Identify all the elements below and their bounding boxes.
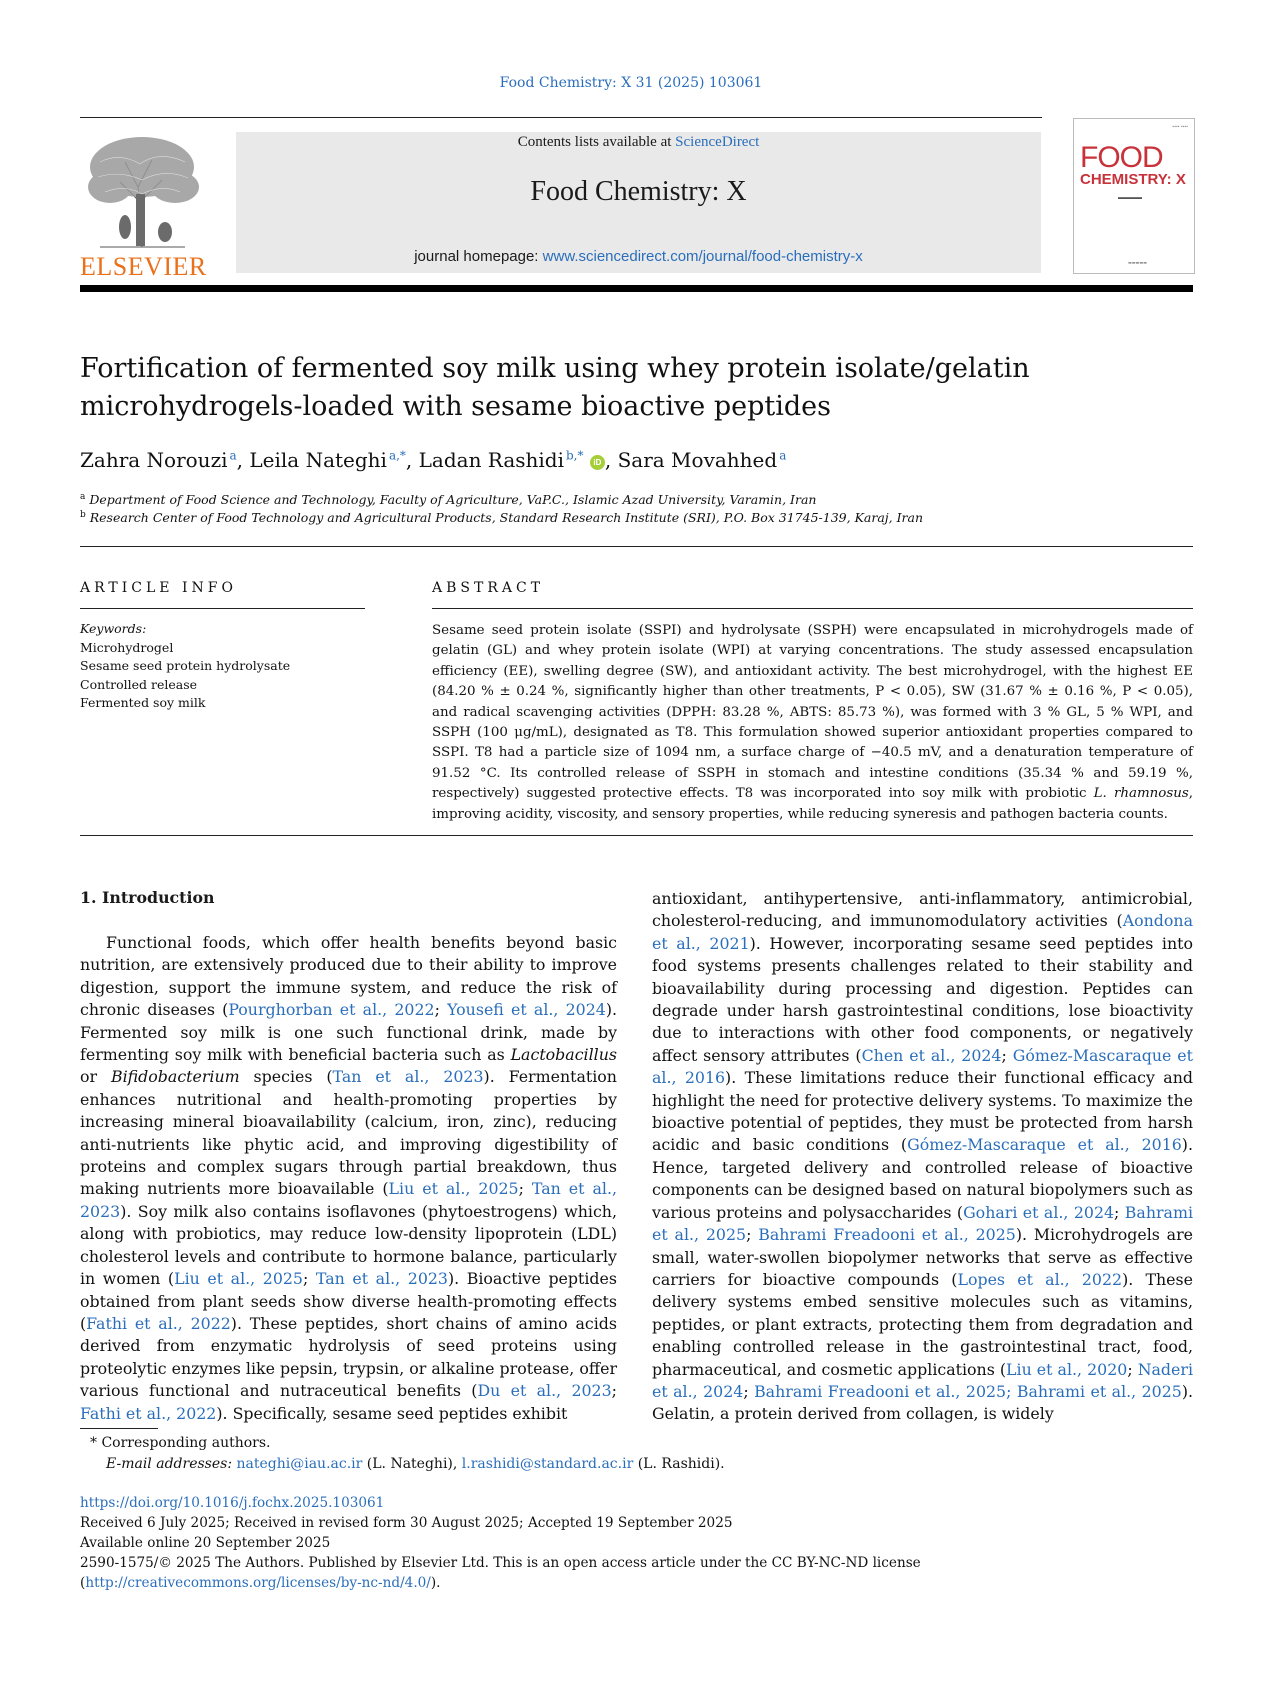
- affiliation-text: Research Center of Food Technology and Agricultural Products, Standard Research Institute (SRI), P.O. Box 31745-139, Karaj, Iran: [89, 510, 924, 526]
- keywords-label: Keywords:: [80, 621, 147, 636]
- corresponding-text: Corresponding authors.: [101, 1435, 271, 1451]
- citation-link[interactable]: Liu et al., 2020: [1006, 1359, 1128, 1379]
- cover-editor: ▬▬▬▬: [1118, 195, 1142, 201]
- citation-link[interactable]: Gómez-Mascaraque et al., 2016: [907, 1135, 1182, 1155]
- citation-link[interactable]: Lopes et al., 2022: [957, 1269, 1123, 1289]
- author-name[interactable]: Leila Nateghi: [249, 448, 387, 472]
- elsevier-tree-icon: [80, 132, 205, 250]
- citation-link[interactable]: Bahrami Freadooni et al., 2025: [758, 1225, 1016, 1245]
- citation-link[interactable]: Gohari et al., 2024: [963, 1202, 1115, 1222]
- orcid-icon[interactable]: iD: [590, 455, 605, 470]
- citation-link[interactable]: Tan et al., 2023: [80, 1179, 617, 1221]
- citation-link[interactable]: Liu et al., 2025: [174, 1269, 303, 1289]
- citation-link[interactable]: Du et al., 2023: [477, 1381, 612, 1401]
- header-top-rule: [80, 117, 1042, 118]
- journal-header-box: [236, 132, 1041, 273]
- keywords-block: [80, 620, 290, 713]
- citation-link[interactable]: Yousefi et al., 2024: [447, 1000, 606, 1020]
- keyword-item: Sesame seed protein hydrolysate: [80, 658, 291, 673]
- email-owner: (L. Nateghi),: [362, 1456, 462, 1472]
- citation-link[interactable]: Fathi et al., 2022: [80, 1403, 217, 1423]
- article-info-heading: ARTICLE INFO: [80, 580, 237, 596]
- citation-link[interactable]: Fathi et al., 2022: [86, 1313, 231, 1333]
- citation-link[interactable]: Tan et al., 2023: [315, 1269, 448, 1289]
- author-name[interactable]: Sara Movahhed: [617, 448, 778, 472]
- elsevier-logo[interactable]: [80, 132, 207, 281]
- license-statement: [80, 1553, 1193, 1593]
- section-heading-introduction: 1. Introduction: [80, 888, 215, 907]
- author-affiliation-sup[interactable]: a: [779, 448, 787, 463]
- contents-prefix: Contents lists available at: [517, 134, 676, 150]
- author-affiliation-sup[interactable]: a,*: [388, 448, 406, 463]
- citation-link[interactable]: Gómez-Mascaraque et al., 2016: [652, 1045, 1194, 1088]
- intro-right-column: antioxidant, antihypertensive, anti-inflammatory, antimicrobial, cholesterol-reducing, and immunomodulatory activities (Aondona et al., 2021). However, incorporating sesame seed peptides into food systems presents challenges related to their stability and bioavailability during processing and digestion. Peptides can degrade under harsh gastrointestinal conditions, lose bioactivity due to interactions with other food components, or negatively affect sensory attributes (Chen et al., 2024; Gómez-Mascaraque et al., 2016). These limitations reduce their functional efficacy and highlight the need for protective delivery systems. To maximize the bioactive potential of peptides, they must be protected from harsh acidic and basic conditions (Gómez-Mascaraque et al., 2016). Hence, targeted delivery and controlled release of bioactive components can be designed based on natural biopolymers such as various proteins and polysaccharides (Gohari et al., 2024; Bahrami et al., 2025; Bahrami Freadooni et al., 2025). Microhydrogels are small, water-swollen biopolymer networks that serve as effective carriers for bioactive compounds (Lopes et al., 2022). These delivery systems embed sensitive molecules such as vitamins, peptides, or plant extracts, protecting them from degradation and enabling controlled release in the gastrointestinal tract, food, pharmaceutical, and cosmetic applications (Liu et al., 2020; Naderi et al., 2024; Bahrami Freadooni et al., 2025; Bahrami et al., 2025). Gelatin, a protein derived from collagen, is widely: [652, 889, 1194, 1424]
- abstract-text-part: Sesame seed protein isolate (SSPI) and hydrolysate (SSPH) were encapsulated in microhydrogels made of gelatin (GL) and whey protein isolate (WPI) at varying concentrations. The study assessed encapsulation efficiency (EE), swelling degree (SW), and antioxidant activity. The best microhydrogel, with the highest EE (84.20 % ± 0.24 %, significantly higher than other treatments, P < 0.05), SW (31.67 % ± 0.16 %, P < 0.05), and radical scavenging activities (DPPH: 83.28 %, ABTS: 85.73 %), was formed with 3 % GL, 5 % WPI, and SSPH (100 μg/mL), designated as T8. This formulation showed superior antioxidant properties compared to SSPI. T8 had a particle size of 1094 nm, a surface charge of −40.5 mV, and a denaturation temperature of 91.52 °C. Its controlled release of SSPH in stomach and intestine conditions (35.34 % and 59.19 %, respectively) suggested protective effects. T8 was incorporated into soy milk with probiotic: [432, 623, 1193, 802]
- corresponding-note: [90, 1435, 271, 1451]
- journal-title: Food Chemistry: X: [530, 176, 747, 207]
- footnote-rule: [80, 1428, 158, 1429]
- keyword-item: Microhydrogel: [80, 639, 174, 655]
- homepage-prefix: journal homepage:: [414, 248, 543, 265]
- received-dates: Received 6 July 2025; Received in revised form 30 August 2025; Accepted 19 September 2025: [80, 1515, 733, 1531]
- homepage-link[interactable]: www.sciencedirect.com/journal/food-chemistry-x: [542, 248, 863, 265]
- abstract-species: L. rhamnosus: [1093, 786, 1189, 802]
- abstract-text-part: , improving acidity, viscosity, and sensory properties, while reducing syneresis and pathogen bacteria counts.: [432, 786, 1193, 822]
- doi-link[interactable]: https://doi.org/10.1016/j.fochx.2025.103061: [80, 1495, 385, 1511]
- journal-homepage: [236, 248, 1041, 265]
- abstract-body: [432, 621, 1193, 825]
- affiliation-text: Department of Food Science and Technology, Faculty of Agriculture, VaP.C., Islamic Azad University, Varamin, Iran: [89, 492, 817, 508]
- citation-link[interactable]: Naderi et al., 2024: [652, 1359, 1193, 1401]
- email-link[interactable]: nateghi@iau.ac.ir: [236, 1456, 363, 1472]
- citation-link[interactable]: Bahrami Freadooni et al., 2025; Bahrami et al., 2025: [754, 1381, 1182, 1401]
- affiliation-b: [80, 510, 923, 525]
- license-link[interactable]: http://creativecommons.org/licenses/by-nc-nd/4.0/: [85, 1575, 431, 1591]
- author-list: Zahra Norouzi $^a$, Leila Nateghi $^{a,*}$, Ladan Rashidi $^{b,*}$ iD , Sara Movahhed $^a$: [80, 448, 787, 472]
- email-owner: (L. Rashidi).: [633, 1456, 725, 1472]
- license-end: ).: [430, 1575, 441, 1591]
- article-meta-block: [80, 1493, 1193, 1593]
- cover-issn: ▪▪▪▪ ▪▪▪▪: [1172, 124, 1188, 130]
- affiliations-rule: [80, 546, 1193, 547]
- abstract-rule: [432, 608, 1193, 609]
- author-affiliation-sup[interactable]: b,*: [566, 448, 584, 463]
- citation-link[interactable]: Pourghorban et al., 2022: [228, 1000, 435, 1020]
- affiliation-sup: a: [80, 492, 86, 502]
- citation-link[interactable]: Aondona et al., 2021: [652, 911, 1193, 953]
- article-title: [80, 350, 1180, 426]
- available-online: Available online 20 September 2025: [80, 1535, 331, 1551]
- journal-cover-thumbnail[interactable]: [1073, 118, 1195, 274]
- sciencedirect-link[interactable]: ScienceDirect: [675, 134, 760, 150]
- title-line-1: Fortification of fermented soy milk using whey protein isolate/gelatin: [80, 353, 1030, 384]
- contents-line: [236, 134, 1041, 151]
- intro-left-column: Functional foods, which offer health benefits beyond basic nutrition, are extensively produced due to their ability to improve digestion, support the immune system, and reduce the risk of chronic diseases (Pourghorban et al., 2022; Yousefi et al., 2024). Fermented soy milk is one such functional drink, made by fermenting soy milk with beneficial bacteria such as Lactobacillus or Bifidobacterium species (Tan et al., 2023). Fermentation enhances nutritional and health-promoting properties by increasing mineral bioavailability (calcium, iron, zinc), reducing anti-nutrients like phytic acid, and improving digestibility of proteins and complex sugars through partial breakdown, thus making nutrients more bioavailable (Liu et al., 2025; Tan et al., 2023). Soy milk also contains isoflavones (phytoestrogens) which, along with probiotics, may reduce low-density lipoprotein (LDL) cholesterol levels and contribute to hormone balance, particularly in women (Liu et al., 2025; Tan et al., 2023). Bioactive peptides obtained from plant seeds show diverse health-promoting effects (Fathi et al., 2022). These peptides, short chains of amino acids derived from enzymatic hydrolysis of seed proteins using proteolytic enzymes like pepsin, trypsin, or alkaline protease, offer various functional and nutraceutical benefits (Du et al., 2023; Fathi et al., 2022). Specifically, sesame seed peptides exhibit: [80, 933, 617, 1423]
- citation-link[interactable]: Liu et al., 2025: [388, 1179, 519, 1199]
- abstract-heading: ABSTRACT: [432, 580, 545, 596]
- email-label: E-mail addresses:: [106, 1456, 233, 1472]
- email-note: [106, 1456, 725, 1472]
- journal-reference[interactable]: Food Chemistry: X 31 (2025) 103061: [499, 75, 763, 91]
- elsevier-wordmark: ELSEVIER: [80, 252, 207, 281]
- keyword-item: Fermented soy milk: [80, 695, 206, 710]
- abstract-bottom-rule: [80, 835, 1193, 836]
- affiliation-sup: b: [80, 510, 86, 520]
- email-link[interactable]: l.rashidi@standard.ac.ir: [461, 1456, 634, 1472]
- keyword-item: Controlled release: [80, 676, 198, 692]
- cover-chemistry-word: CHEMISTRY: X: [1080, 171, 1186, 188]
- affiliation-a: [80, 492, 816, 507]
- cover-food-word: FOOD: [1080, 141, 1163, 174]
- citation-link[interactable]: Tan et al., 2023: [332, 1067, 484, 1087]
- header-thick-rule: [80, 285, 1193, 292]
- author-name[interactable]: Zahra Norouzi: [80, 448, 228, 472]
- footnote-asterisk: *: [90, 1435, 102, 1451]
- citation-link[interactable]: Bahrami et al., 2025: [652, 1202, 1193, 1245]
- license-text: 2590-1575/© 2025 The Authors. Published by Elsevier Ltd. This is an open access article under the CC BY-NC-ND license (: [80, 1555, 921, 1591]
- author-affiliation-sup[interactable]: a: [229, 448, 237, 463]
- cover-footer: ▬▬▬▬▬: [1128, 260, 1147, 265]
- title-line-2: microhydrogels-loaded with sesame bioactive peptides: [80, 391, 831, 422]
- citation-link[interactable]: Chen et al., 2024: [861, 1045, 1002, 1065]
- author-name[interactable]: Ladan Rashidi: [418, 448, 564, 472]
- article-info-rule: [80, 608, 365, 609]
